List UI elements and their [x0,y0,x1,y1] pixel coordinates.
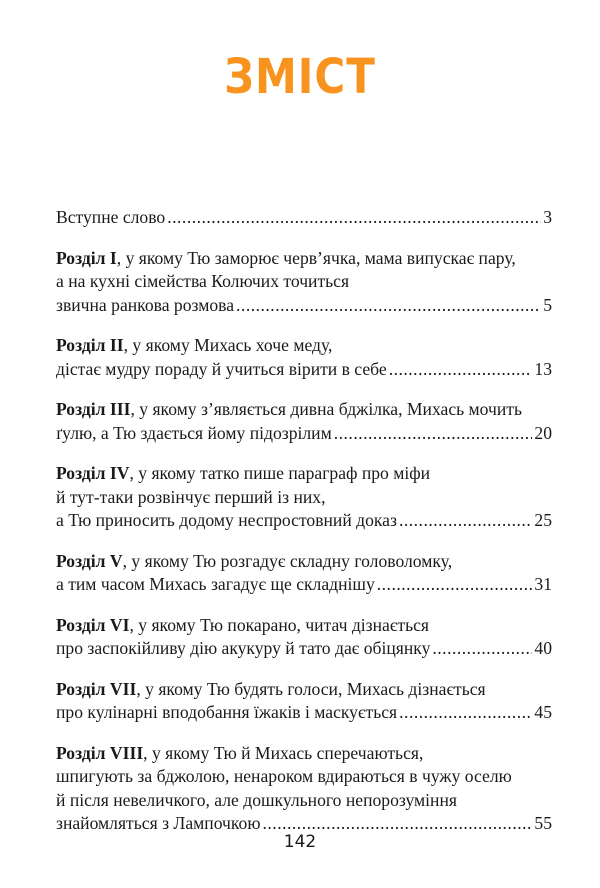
entry-text: , у якому Тю й Михась сперечаються, [143,742,424,763]
entry-text: , у якому татко пише параграф про міфи [129,463,431,483]
toc-entry[interactable] [56,334,552,381]
entry-page-number: 3 [543,207,552,227]
entry-text: й після невеличкого, але дошкульного непорозуміння [56,789,457,810]
dot-leader [399,701,532,725]
toc-entry[interactable] [56,462,552,533]
toc-entry-line [56,270,552,294]
chapter-label: Розділ VI [56,614,130,635]
chapter-label: Розділ VII [56,678,137,699]
entry-text: знайомляться з Лампочкою [56,813,261,833]
entry-page-number: 25 [534,510,552,530]
entry-text: а Тю приносить додому неспростовний доказ [56,510,397,530]
entry-text: про кулінарні вподобання їжаків і маскується [56,702,398,722]
toc-entry-line [56,789,552,813]
entry-text: Вступне слово [56,207,166,227]
toc-entry[interactable] [56,742,552,836]
page-number: 142 [283,832,317,852]
entry-text: , у якому Михась хоче меду, [123,335,333,355]
toc-entry-line [56,701,552,725]
toc-entry-line [56,462,552,486]
toc-entry-line [56,678,552,702]
toc-entry-line [56,486,552,510]
toc-entry[interactable] [56,206,552,230]
entry-text: а тим часом Михась загадує ще складнішу [56,574,375,594]
toc-entry-line [56,509,552,533]
entry-text: звична ранкова розмова [56,294,235,315]
toc-entry[interactable] [56,247,552,318]
toc-entry[interactable] [56,678,552,725]
toc-entry-line [56,742,552,766]
entry-text: ґулю, а Тю здається йому підозрілим [56,422,332,443]
entry-text: , у якому Тю розгадує складну головоломку, [122,550,453,571]
chapter-label: Розділ VIII [56,742,144,763]
entry-text: шпигують за бджолою, ненароком вдираються в чужу оселю [56,766,512,786]
toc-entry-line [56,637,552,661]
chapter-label: Розділ IV [56,463,130,483]
table-of-contents [56,206,552,836]
toc-entry-line [56,398,552,422]
entry-page-number: 13 [534,358,552,379]
dot-leader [236,294,541,318]
entry-text: й тут-таки розвінчує перший із них, [56,486,326,507]
toc-entry-line [56,765,552,789]
chapter-label: Розділ I [56,247,117,268]
page-title: ЗМІСТ [224,48,376,105]
toc-entry-line [56,573,552,597]
toc-entry-line [56,614,552,638]
entry-text: , у якому Тю будять голоси, Михась дізнається [136,678,486,699]
entry-text: , у якому з’являється дивна бджілка, Михась мочить [130,399,522,419]
toc-entry[interactable] [56,550,552,597]
chapter-label: Розділ III [56,399,131,419]
entry-text: дістає мудру пораду й учиться вірити в себе [56,358,387,379]
toc-entry-line [56,334,552,358]
entry-page-number: 5 [543,294,552,315]
entry-page-number: 40 [534,638,552,658]
dot-leader [389,358,533,382]
toc-entry-line [56,550,552,574]
toc-entry[interactable] [56,398,552,445]
toc-entry-line [56,422,552,446]
entry-text: , у якому Тю заморює черв’ячка, мама випускає пару, [116,247,516,268]
chapter-label: Розділ II [56,335,124,355]
entry-page-number: 55 [534,813,552,833]
toc-entry-line [56,206,552,230]
entry-text: про заспокійливу дію акукуру й тато дає обіцянку [56,638,431,658]
dot-leader [399,509,532,533]
dot-leader [167,206,541,230]
dot-leader [432,637,532,661]
dot-leader [334,422,533,446]
toc-entry[interactable] [56,614,552,661]
entry-page-number: 20 [534,422,552,443]
toc-entry-line [56,294,552,318]
toc-entry-line [56,247,552,271]
dot-leader [377,573,533,597]
entry-text: а на кухні сімейства Колючих точиться [56,271,350,291]
entry-page-number: 31 [534,574,552,594]
chapter-label: Розділ V [56,550,123,571]
entry-text: , у якому Тю покарано, читач дізнається [129,614,430,635]
entry-page-number: 45 [534,702,552,722]
toc-entry-line [56,358,552,382]
